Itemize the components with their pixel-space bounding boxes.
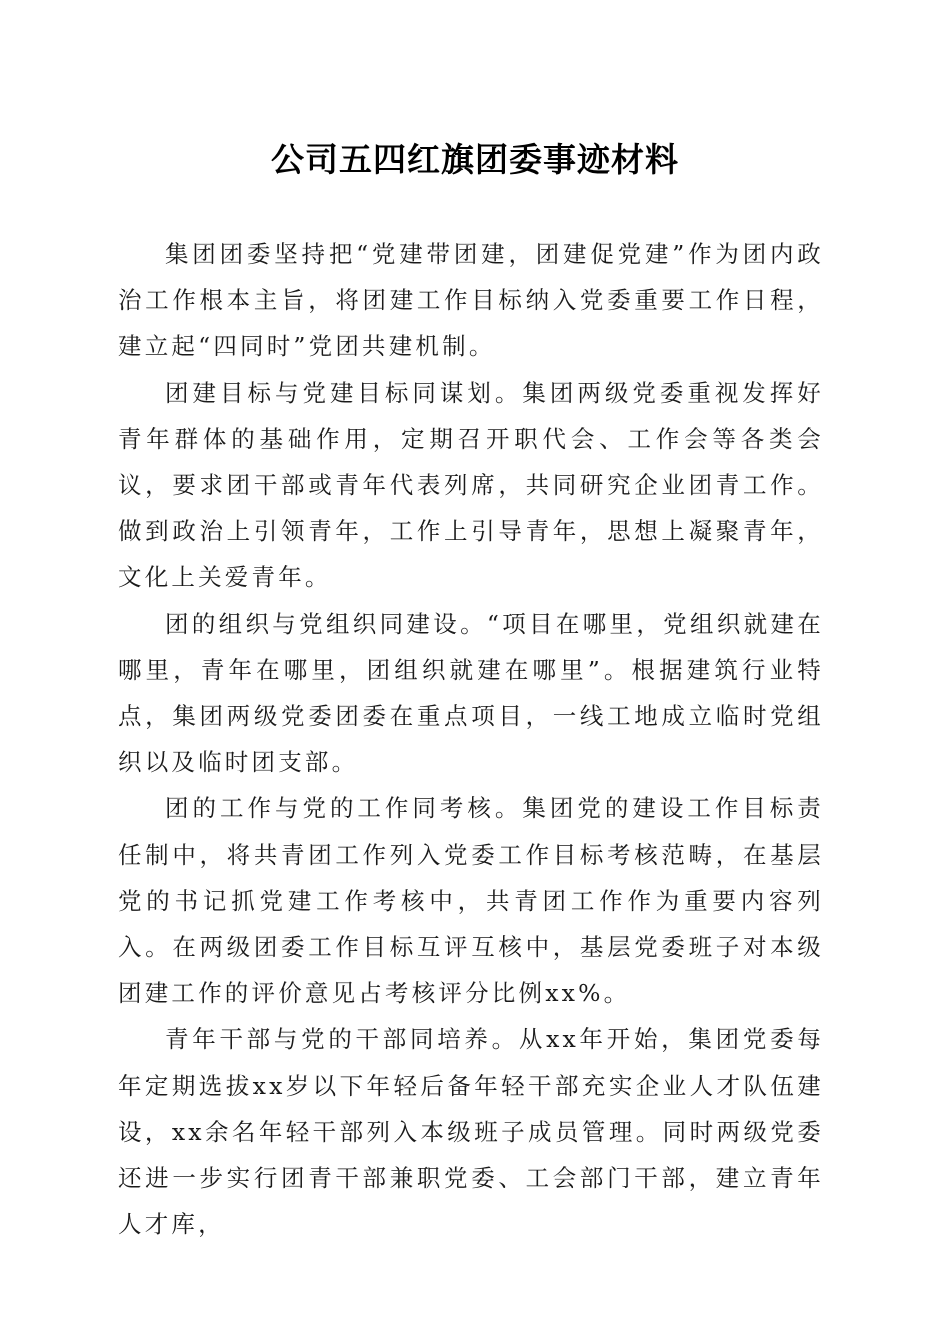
paragraph-intro: 集团团委坚持把“党建带团建，团建促党建”作为团内政治工作根本主旨，将团建工作目标纳入党委重要工作日程，建立起“四同时”党团共建机制。 <box>118 240 824 361</box>
paragraph-goal-planning: 团建目标与党建目标同谋划。集团两级党委重视发挥好青年群体的基础作用，定期召开职代会、工作会等各类会议，要求团干部或青年代表列席，共同研究企业团青工作。做到政治上引领青年，工作上引导青年，思想上凝聚青年，文化上关爱青年。 <box>118 378 824 592</box>
paragraph-cadre-training: 青年干部与党的干部同培养。从xx年开始，集团党委每年定期选拔xx岁以下年轻后备年轻干部充实企业人才队伍建设，xx余名年轻干部列入本级班子成员管理。同时两级党委还进一步实行团青干部兼职党委、工会部门干部，建立青年人才库， <box>118 1025 824 1239</box>
paragraph-organization-building: 团的组织与党组织同建设。“项目在哪里，党组织就建在哪里，青年在哪里，团组织就建在哪里”。根据建筑行业特点，集团两级党委团委在重点项目，一线工地成立临时党组织以及临时团支部。 <box>118 609 824 777</box>
document-title: 公司五四红旗团委事迹材料 <box>271 140 679 179</box>
document-body <box>118 231 824 1247</box>
paragraph-work-assessment: 团的工作与党的工作同考核。集团党的建设工作目标责任制中，将共青团工作列入党委工作目标考核范畴，在基层党的书记抓党建工作考核中，共青团工作作为重要内容列入。在两级团委工作目标互评互核中，基层党委班子对本级团建工作的评价意见占考核评分比例xx%。 <box>118 794 824 1008</box>
